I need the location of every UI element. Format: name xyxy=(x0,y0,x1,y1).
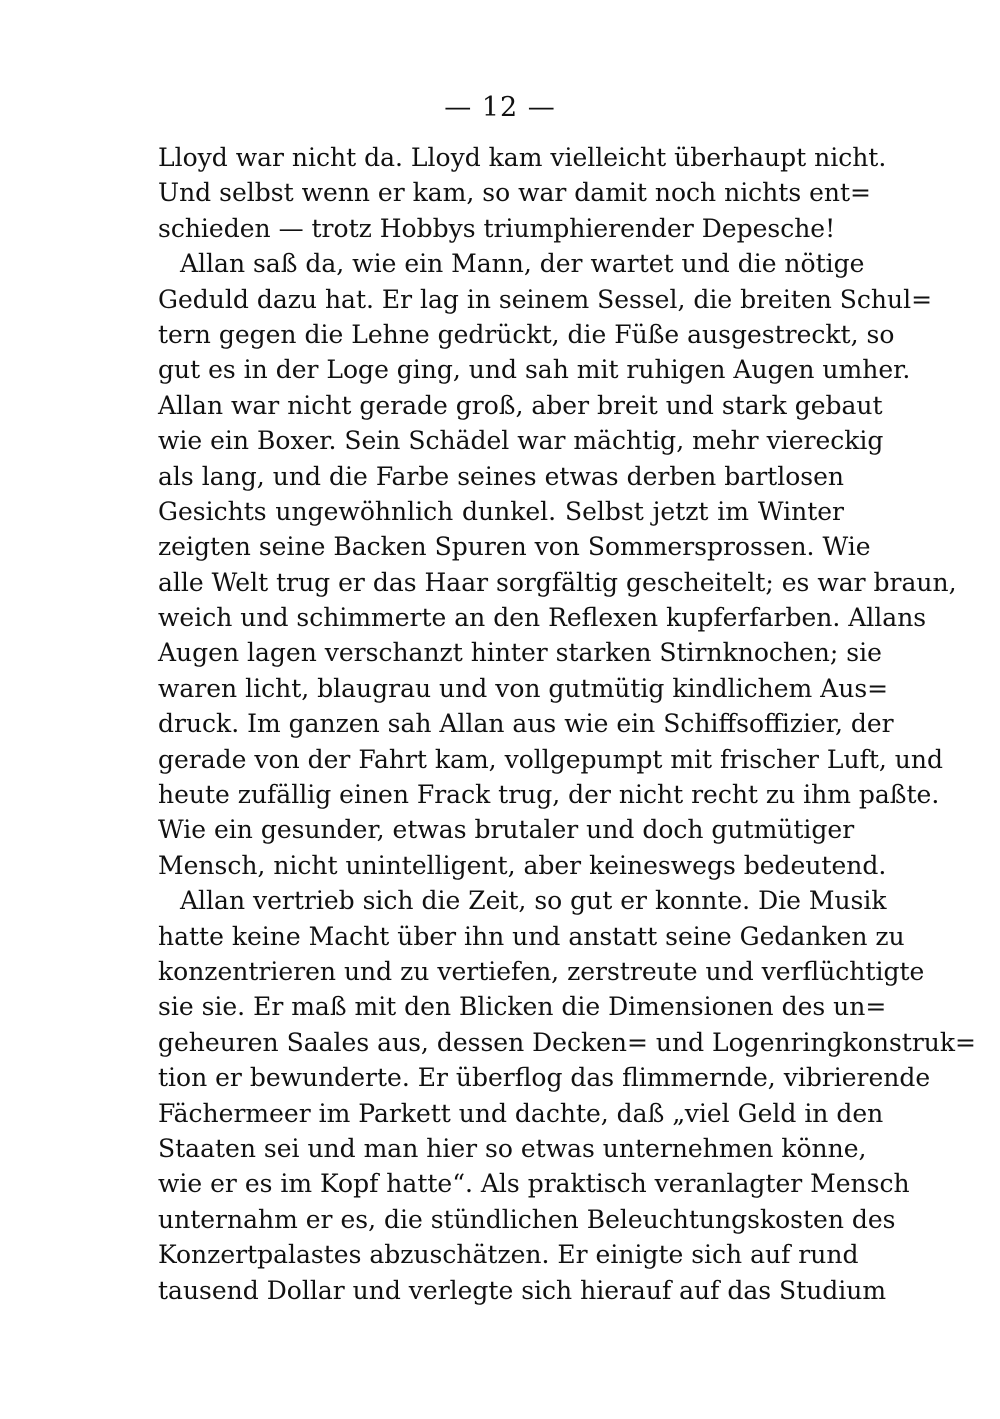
text-line: gut es in der Loge ging, und sah mit ruhigen Augen umher. xyxy=(158,355,911,385)
text-line: hatte keine Macht über ihn und anstatt seine Gedanken zu xyxy=(158,921,905,951)
text-line: waren licht, blaugrau und von gutmütig kindlichem Aus= xyxy=(158,673,889,703)
paragraph-first-line: Allan saß da, wie ein Mann, der wartet und die nötige xyxy=(180,249,865,279)
text-line: weich und schimmerte an den Reflexen kupferfarben. Allans xyxy=(158,603,927,633)
text-line: druck. Im ganzen sah Allan aus wie ein Schiffsoffizier, der xyxy=(158,709,894,739)
text-line: zeigten seine Backen Spuren von Sommersprossen. Wie xyxy=(158,532,871,562)
text-line: wie er es im Kopf hatte“. Als praktisch veranlagter Mensch xyxy=(158,1169,910,1199)
text-line: tion er bewunderte. Er überflog das flimmernde, vibrierende xyxy=(158,1063,931,1093)
text-line: Augen lagen verschanzt hinter starken Stirnknochen; sie xyxy=(158,638,882,668)
text-line: Lloyd war nicht da. Lloyd kam vielleicht überhaupt nicht. xyxy=(158,143,887,172)
text-line: tern gegen die Lehne gedrückt, die Füße ausgestreckt, so xyxy=(158,319,895,349)
text-line: Staaten sei und man hier so etwas unternehmen könne, xyxy=(158,1133,867,1163)
text-line: alle Welt trug er das Haar sorgfältig gescheitelt; es war braun, xyxy=(158,567,957,597)
text-line: Konzertpalastes abzuschätzen. Er einigte sich auf rund xyxy=(158,1240,859,1270)
text-line: sie sie. Er maß mit den Blicken die Dimensionen des un= xyxy=(158,992,887,1022)
text-line: Gesichts ungewöhnlich dunkel. Selbst jetzt im Winter xyxy=(158,496,844,526)
text-line: Mensch, nicht unintelligent, aber keineswegs bedeutend. xyxy=(158,850,887,880)
paragraph-first-line: Allan vertrieb sich die Zeit, so gut er konnte. Die Musik xyxy=(180,886,887,916)
text-line: konzentrieren und zu vertiefen, zerstreute und verflüchtigte xyxy=(158,956,925,986)
text-line: wie ein Boxer. Sein Schädel war mächtig, mehr viereckig xyxy=(158,426,884,456)
text-line: Wie ein gesunder, etwas brutaler und doch gutmütiger xyxy=(158,815,855,845)
text-line: geheuren Saales aus, dessen Decken= und Logenringkonstruk= xyxy=(158,1027,976,1057)
text-line: Und selbst wenn er kam, so war damit noch nichts ent= xyxy=(158,178,872,208)
text-line: heute zufällig einen Frack trug, der nicht recht zu ihm paßte. xyxy=(158,780,940,810)
text-line: als lang, und die Farbe seines etwas derben bartlosen xyxy=(158,461,844,491)
text-line: unternahm er es, die stündlichen Beleuchtungskosten des xyxy=(158,1204,896,1234)
text-line: tausend Dollar und verlegte sich hierauf auf das Studium xyxy=(158,1275,887,1305)
page-text xyxy=(158,140,976,1308)
text-line: Fächermeer im Parkett und dachte, daß „viel Geld in den xyxy=(158,1098,884,1128)
text-line: schieden — trotz Hobbys triumphierender Depesche! xyxy=(158,213,836,243)
text-line: Geduld dazu hat. Er lag in seinem Sessel, die breiten Schul= xyxy=(158,284,933,314)
text-line: gerade von der Fahrt kam, vollgepumpt mit frischer Luft, und xyxy=(158,744,943,774)
page-number: — 12 — xyxy=(444,92,556,123)
text-line: Allan war nicht gerade groß, aber breit und stark gebaut xyxy=(158,390,883,420)
